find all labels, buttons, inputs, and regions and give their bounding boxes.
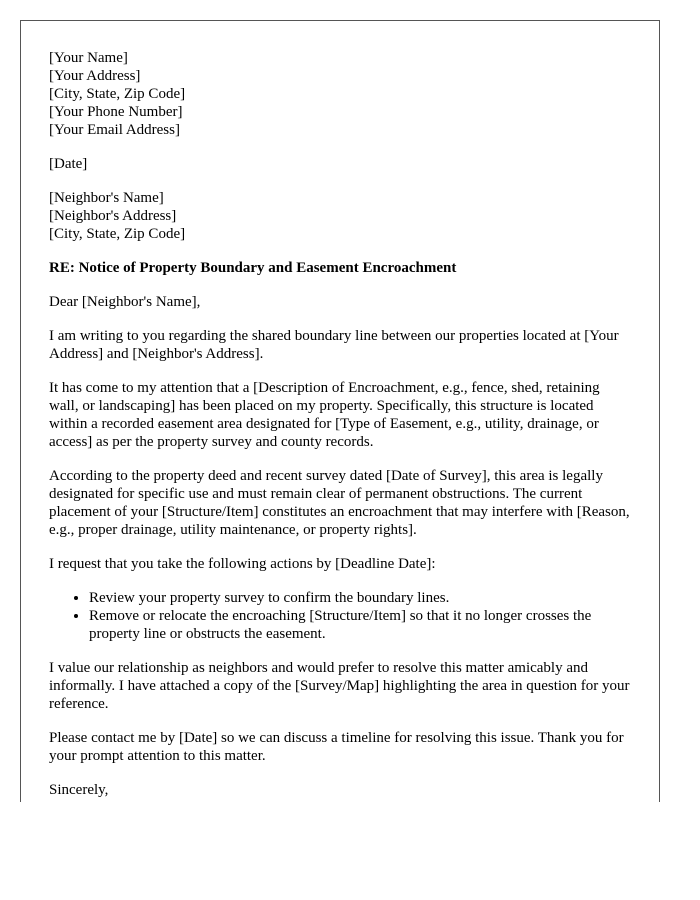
sender-email: [Your Email Address] xyxy=(49,122,180,138)
closing-paragraph: I value our relationship as neighbors and would prefer to resolve this matter amicably and informally. I have attached a copy of the [Survey/Map] highlighting the area in question for your reference. xyxy=(49,660,630,712)
sender-city-state-zip: [City, State, Zip Code] xyxy=(49,86,186,102)
action-item: • Remove or relocate the encroaching [Structure/Item] so that it no longer crosses the property line or obstructs the easement. xyxy=(89,607,631,643)
body-paragraph: I am writing to you regarding the shared boundary line between our properties located at [Your Address] and [Neighbor's Address]. xyxy=(49,328,619,362)
letter-date: [Date] xyxy=(49,156,88,172)
recipient-city-state-zip: [City, State, Zip Code] xyxy=(49,226,186,242)
subject-line: RE: Notice of Property Boundary and Easement Encroachment xyxy=(49,260,457,276)
sender-name: [Your Name] xyxy=(49,50,128,66)
sender-block xyxy=(49,49,631,139)
signoff: Sincerely, xyxy=(49,782,109,798)
body-paragraph: I request that you take the following actions by [Deadline Date]: xyxy=(49,556,436,572)
closing-paragraph: Please contact me by [Date] so we can discuss a timeline for resolving this issue. Thank you for your prompt attention to this matter. xyxy=(49,730,624,764)
recipient-block xyxy=(49,189,631,243)
salutation: Dear [Neighbor's Name], xyxy=(49,294,201,310)
sender-address: [Your Address] xyxy=(49,68,141,84)
body-paragraph: It has come to my attention that a [Description of Encroachment, e.g., fence, shed, retaining wall, or landscaping] has been placed on my property. Specifically, this structure is located within a recorded easement area designated for [Type of Easement, e.g., utility, drainage, or access] as per the property survey and county records. xyxy=(49,380,600,450)
action-item: • Review your property survey to confirm the boundary lines. xyxy=(89,589,631,607)
recipient-name: [Neighbor's Name] xyxy=(49,190,164,206)
recipient-address: [Neighbor's Address] xyxy=(49,208,177,224)
action-list xyxy=(49,589,631,643)
letter-page xyxy=(20,20,660,802)
date-block xyxy=(49,155,631,173)
body-paragraph: According to the property deed and recent survey dated [Date of Survey], this area is legally designated for specific use and must remain clear of permanent obstructions. The current placement of your [Structure/Item] constitutes an encroachment that may interfere with [Reason, e.g., proper drainage, utility maintenance, or property rights]. xyxy=(49,468,630,538)
sender-phone: [Your Phone Number] xyxy=(49,104,183,120)
